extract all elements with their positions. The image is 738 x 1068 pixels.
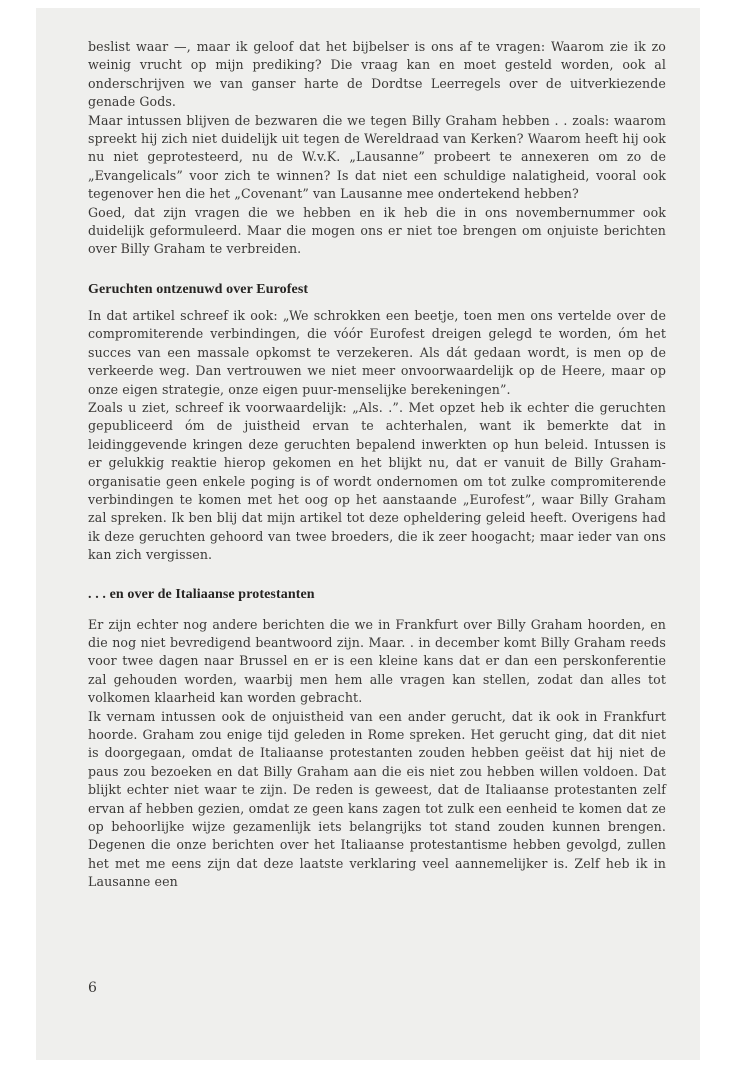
paragraph: Zoals u ziet, schreef ik voorwaardelijk: „Als. .”. Met opzet heb ik echter die geruchten gepubliceerd óm de juistheid ervan te achterhalen, want ik bemerkte dat in leidinggevende kringen deze geruchten bepalend inwerkten op hun beleid. Intussen is er gelukkig reaktie hierop gekomen en het blijkt nu, dat er vanuit de Billy Graham-organisatie geen enkele poging is of wordt ondernomen om tot zulke compromiterende verbindingen te komen met het oog op het aanstaande „Eurofest”, waar Billy Graham zal spreken. Ik ben blij dat mijn artikel tot deze opheldering geleid heeft. Overigens had ik deze geruchten gehoord van twee broeders, die ik zeer hoogacht; maar ieder van ons kan zich vergissen.: [88, 399, 666, 563]
section-heading: Geruchten ontzenuwd over Eurofest: [88, 281, 309, 297]
document-page: [36, 8, 700, 1060]
paragraph: In dat artikel schreef ik ook: „We schrokken een beetje, toen men ons vertelde over de compromiterende verbindingen, die vóór Eurofest dreigen gelegd te worden, óm het succes van een massale opkomst te verzekeren. Als dát gedaan wordt, is men op de verkeerde weg. Dan vertrouwen we niet meer onvoorwaardelijk op de Heere, maar op onze eigen strategie, onze eigen puur-menselijke berekeningen”.: [88, 307, 666, 397]
section-heading: . . . en over de Italiaanse protestanten: [88, 586, 315, 602]
page-number: 6: [88, 980, 97, 996]
paragraph: Goed, dat zijn vragen die we hebben en ik heb die in ons novembernummer ook duidelijk geformuleerd. Maar die mogen ons er niet toe brengen om onjuiste berichten over Billy Graham te verbreiden.: [88, 204, 666, 257]
page-content: [88, 38, 666, 892]
paragraph: beslist waar —, maar ik geloof dat het bijbelser is ons af te vragen: Waarom zie ik zo weinig vrucht op mijn prediking? Die vraag kan en moet gesteld worden, ook al onderschrijven we van ganser harte de Dordtse Leerregels over de uitverkiezende genade Gods.: [88, 39, 666, 110]
paragraph: Er zijn echter nog andere berichten die we in Frankfurt over Billy Graham hoorden, en die nog niet bevredigend beantwoord zijn. Maar. . in december komt Billy Graham reeds voor twee dagen naar Brussel en er is een kleine kans dat er dan een perskonferentie zal gehouden worden, waarbij men hem alle vragen kan stellen, zodat dan alles tot volkomen klaarheid kan worden gebracht.: [88, 616, 666, 706]
paragraph: Ik vernam intussen ook de onjuistheid van een ander gerucht, dat ik ook in Frankfurt hoorde. Graham zou enige tijd geleden in Rome spreken. Het gerucht ging, dat dit niet is doorgegaan, omdat de Italiaanse protestanten zouden hebben geëist dat hij niet de paus zou bezoeken en dat Billy Graham aan die eis niet zou hebben willen voldoen. Dat blijkt echter niet waar te zijn. De reden is geweest, dat de Italiaanse protestanten zelf ervan af hebben gezien, omdat ze geen kans zagen tot zulk een eenheid te komen dat ze op behoorlijke wijze gezamenlijk iets belangrijks tot stand zouden kunnen brengen. Degenen die onze berichten over het Italiaanse protestantisme hebben gevolgd, zullen het met me eens zijn dat deze laatste verklaring veel aannemelijker is. Zelf heb ik in Lausanne een: [88, 708, 666, 890]
paragraph: Maar intussen blijven de bezwaren die we tegen Billy Graham hebben . . zoals: waarom spreekt hij zich niet duidelijk uit tegen de Wereldraad van Kerken? Waarom heeft hij ook nu niet geprotesteerd, nu de W.v.K. „Lausanne” probeert te annexeren om zo de „Evangelicals” voor zich te winnen? Is dat niet een schuldige nalatigheid, vooral ook tegenover hen die het „Covenant” van Lausanne mee ondertekend hebben?: [88, 112, 666, 202]
